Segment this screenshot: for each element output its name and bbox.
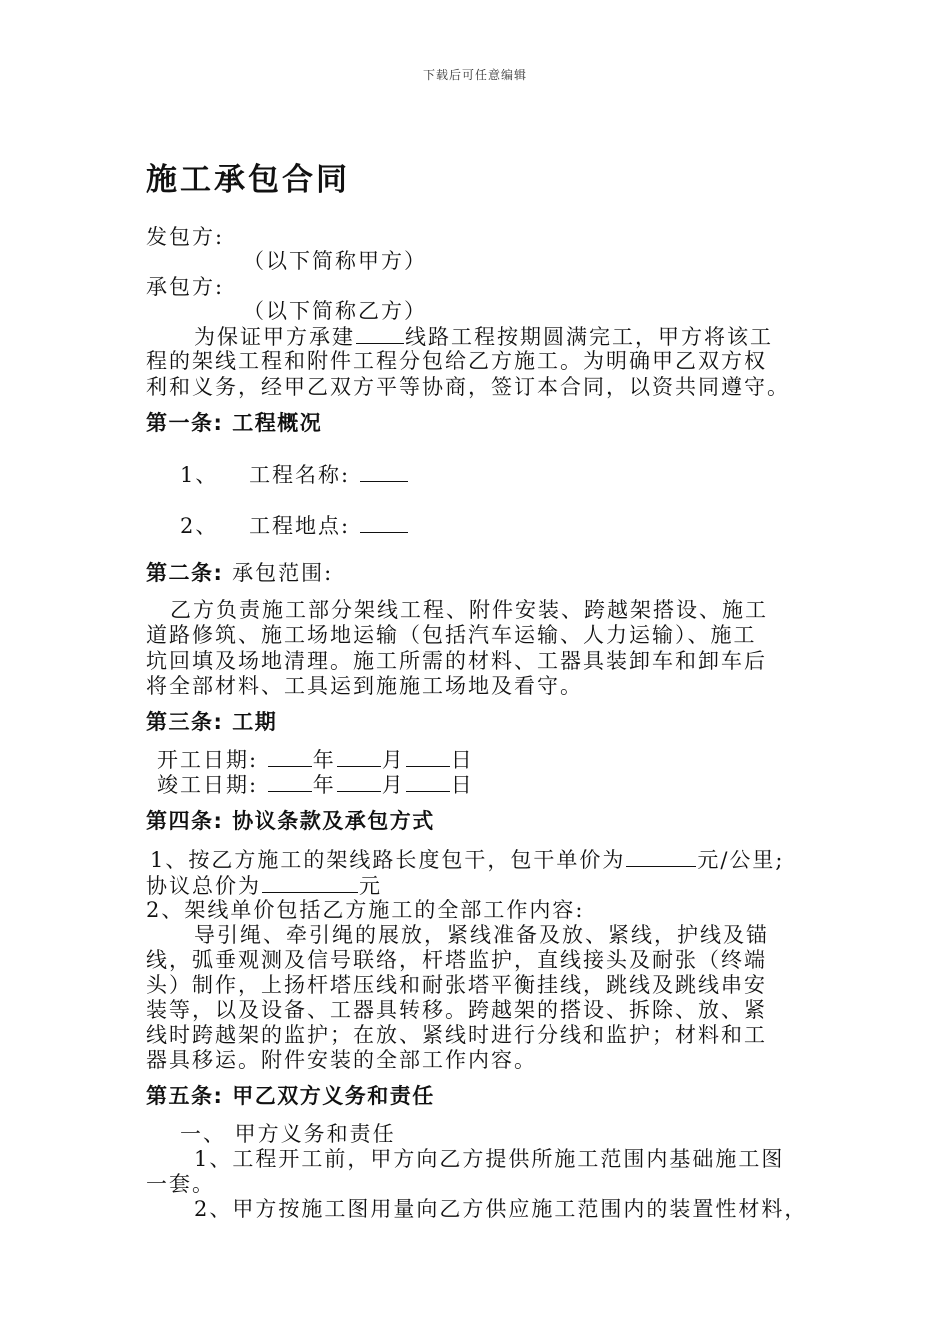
article-2-line-3: 坑回填及场地清理。施工所需的材料、工器具装卸车和卸车后 [146,649,767,673]
start-month-blank [337,746,381,767]
article-3-heading: 第三条: 工期 [146,710,278,734]
header-note: 下载后可任意编辑 [422,68,527,82]
employer-note: （以下简称甲方） [243,249,427,273]
item-1-label: 工程名称: [249,463,351,487]
unit-price-text: 1、按乙方施工的架线路长度包干，包干单价为 [150,848,626,872]
contractor-label: 承包方: [146,275,225,299]
total-price-blank [262,872,358,893]
total-price-unit: 元 [359,874,382,898]
article-4-heading: 第四条: 协议条款及承包方式 [146,809,435,833]
end-month-blank [337,771,381,792]
contractor-note: （以下简称乙方） [243,299,427,323]
unit-price-unit: 元/公里; [697,848,785,872]
article-4-para-4: 装等，以及设备、工器具转移。跨越架的搭设、拆除、放、紧 [146,998,767,1022]
article-4-para-1: 导引绳、牵引绳的展放，紧线准备及放、紧线，护线及锚 [194,923,769,947]
total-price-label: 协议总价为 [146,874,261,898]
end-month-unit: 月 [381,773,405,797]
start-date-line [157,746,474,773]
start-day-unit: 日 [450,748,474,772]
total-price-line [146,872,382,899]
article-4-item-2: 2、架线单价包括乙方施工的全部工作内容: [146,898,585,922]
article-2-line-1: 乙方负责施工部分架线工程、附件安装、跨越架搭设、施工 [170,598,768,622]
employer-label: 发包方: [146,225,225,249]
end-year-blank [268,771,312,792]
start-year-unit: 年 [312,748,336,772]
intro-line-1-b: 线路工程按期圆满完工，甲方将该工 [405,325,773,349]
article-4-para-2: 线，弧垂观测及信号联络，杆塔监护，直线接头及耐张（终端 [146,948,767,972]
start-date-label: 开工日期: [157,748,259,772]
start-month-unit: 月 [381,748,405,772]
intro-line-3: 利和义务，经甲乙双方平等协商，签订本合同，以资共同遵守。 [146,375,790,399]
intro-line-1-a: 为保证甲方承建 [194,325,355,349]
article-2-line-2: 道路修筑、施工场地运输（包括汽车运输、人力运输）、施工 [146,623,757,647]
project-location-blank [360,512,408,533]
article-4-item-1 [150,846,785,873]
end-day-blank [406,771,450,792]
document-title: 施工承包合同 [146,162,350,198]
end-date-label: 竣工日期: [157,773,259,797]
project-name-blank [356,323,404,344]
end-date-line [157,771,474,798]
article-5-item-2: 2、甲方按施工图用量向乙方供应施工范围内的装置性材料， [194,1197,808,1221]
article-2-line-4: 将全部材料、工具运到施施工场地及看守。 [146,674,583,698]
article-1-heading: 第一条: 工程概况 [146,411,323,435]
start-year-blank [268,746,312,767]
item-2-number: 2、 [180,514,219,538]
item-1-number: 1、 [180,463,219,487]
project-title-blank [360,461,408,482]
article-1-item-1 [180,461,409,488]
article-2-heading [146,560,333,586]
intro-line-1 [194,323,773,350]
article-5-heading: 第五条: 甲乙双方义务和责任 [146,1084,435,1108]
end-day-unit: 日 [450,773,474,797]
start-day-blank [406,746,450,767]
article-5-item-1-b: 一套。 [146,1172,215,1196]
article-4-para-5: 线时跨越架的监护；在放、紧线时进行分线和监护；材料和工 [146,1023,767,1047]
article-4-para-3: 头）制作，上扬杆塔压线和耐张塔平衡挂线，跳线及跳线串安 [146,973,767,997]
item-2-label: 工程地点: [249,514,351,538]
intro-line-2: 程的架线工程和附件工程分包给乙方施工。为明确甲乙双方权 [146,349,767,373]
unit-price-blank [626,846,696,867]
article-4-para-6: 器具移运。附件安装的全部工作内容。 [146,1048,537,1072]
article-5-subheading-1: 一、 甲方义务和责任 [180,1122,396,1146]
article-1-item-2 [180,512,409,539]
article-2-heading-bold: 第二条: [146,561,224,585]
end-year-unit: 年 [312,773,336,797]
article-2-heading-rest: 承包范围: [232,561,334,585]
article-5-item-1-a: 1、工程开工前，甲方向乙方提供所施工范围内基础施工图 [194,1147,785,1171]
